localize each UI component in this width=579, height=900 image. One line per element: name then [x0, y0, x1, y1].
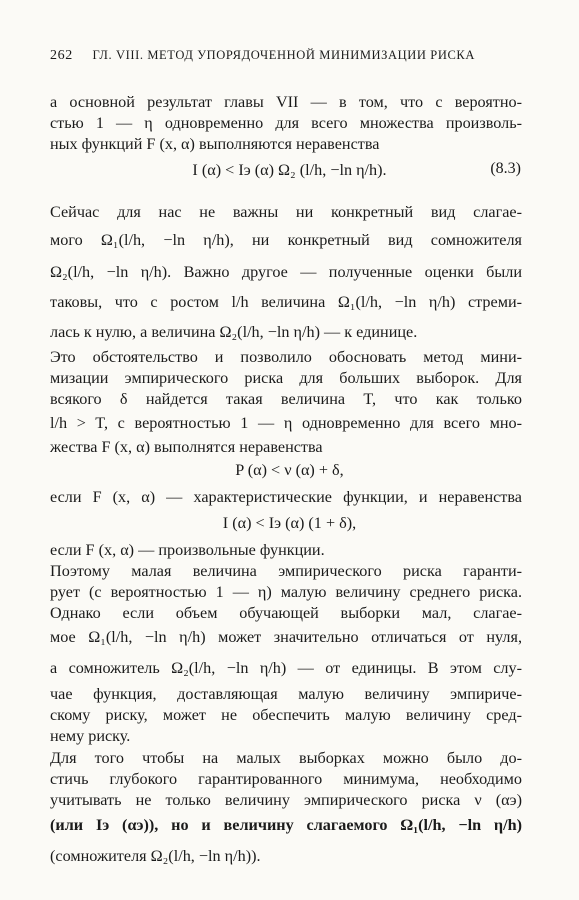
- text-line: ных функций F (x, α) выполняются неравенства: [50, 135, 380, 153]
- formula-8-3: I (α) < Iэ (α) Ω₂ (l/h, −ln η/h).: [192, 161, 387, 179]
- text-line: стичь глубокого гарантированного минимума, необходимо: [50, 770, 522, 788]
- text-line: Сейчас для нас не важны ни конкретный вид слагае-: [50, 203, 522, 221]
- text-line: Ω₂(l/h, −ln η/h). Важно другое — полученные оценки были: [50, 263, 522, 281]
- text-line: Однако если объем обучающей выборки мал, слагае-: [50, 604, 522, 622]
- text-line: чае функция, доставляющая малую величину эмпириче-: [50, 685, 522, 703]
- text-line: скому риску, может не обеспечить малую величину сред-: [50, 706, 522, 724]
- running-title: ГЛ. VIII. МЕТОД УПОРЯДОЧЕННОЙ МИНИМИЗАЦИИ РИСКА: [92, 48, 475, 62]
- text-line: Это обстоятельство и позволило обосновать метод мини-: [50, 348, 522, 366]
- text-line: (или Iэ (αэ)), но и величину слагаемого Ω₁(l/h, −ln η/h): [50, 816, 522, 834]
- text-line: если F (x, α) — характеристические функции, и неравенства: [50, 488, 522, 506]
- equation-number: (8.3): [490, 160, 521, 177]
- text-line: (сомножителя Ω₂(l/h, −ln η/h)).: [50, 847, 261, 865]
- text-line: мого Ω₁(l/h, −ln η/h), ни конкретный вид сомножителя: [50, 231, 522, 249]
- text-line: лась к нулю, а величина Ω₂(l/h, −ln η/h) — к единице.: [50, 323, 418, 341]
- text-line: l/h > T, с вероятностью 1 — η одновременно для всего мно-: [50, 414, 522, 432]
- text-line: учитывать не только величину эмпирического риска ν (αэ): [50, 791, 522, 809]
- text-line: жества F (x, α) выполнятся неравенства: [50, 438, 323, 456]
- text-line: таковы, что с ростом l/h величина Ω₁(l/h, −ln η/h) стреми-: [50, 293, 522, 311]
- text-line: нему риску.: [50, 727, 131, 745]
- text-line: рует (с вероятностью 1 — η) малую величину среднего риска.: [50, 583, 522, 601]
- text-line: если F (x, α) — произвольные функции.: [50, 541, 325, 559]
- text-line: Для того чтобы на малых выборках можно было до-: [50, 749, 522, 767]
- text-line: а сомножитель Ω₂(l/h, −ln η/h) — от единицы. В этом слу-: [50, 659, 522, 677]
- text-line: а основной результат главы VII — в том, что с вероятно-: [50, 93, 522, 111]
- page-number: 262: [50, 48, 73, 63]
- text-line: мое Ω₁(l/h, −ln η/h) может значительно отличаться от нуля,: [50, 628, 522, 646]
- text-line: Поэтому малая величина эмпирического риска гаранти-: [50, 562, 522, 580]
- formula-p-nu: P (α) < ν (α) + δ,: [235, 461, 344, 479]
- text-line: мизации эмпирического риска для больших выборок. Для: [50, 369, 522, 387]
- formula-i-ie: I (α) < Iэ (α) (1 + δ),: [222, 514, 357, 532]
- text-line: всякого δ найдется такая величина T, что как только: [50, 390, 522, 408]
- text-line: стью 1 — η одновременно для всего множества произволь-: [50, 114, 522, 132]
- page-header: [50, 48, 520, 64]
